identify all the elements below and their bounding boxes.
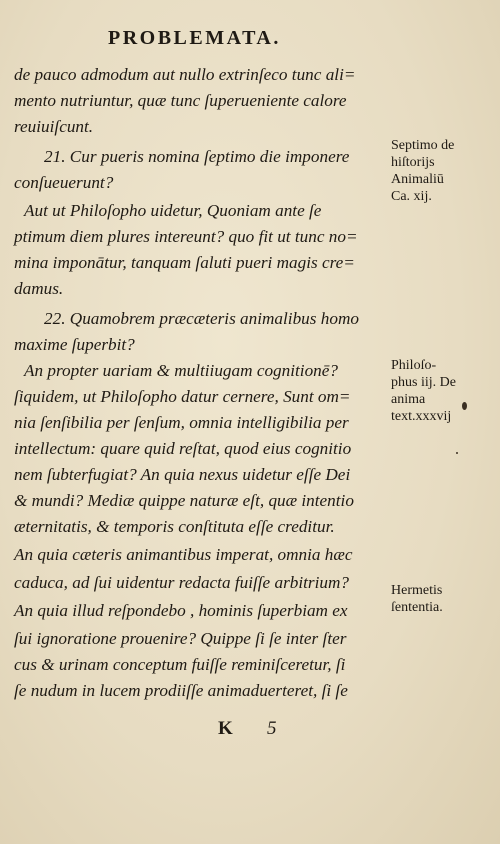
body-line: de pauco admodum aut nullo extrinſeco tunc ali= — [14, 65, 356, 84]
margin-note-septimo — [391, 137, 454, 205]
problem-21-question: 21. Cur pueris nomina ſeptimo die imponere — [44, 147, 350, 166]
margin-note-line: ſententia. — [391, 600, 443, 615]
problem-22-question: 22. Quamobrem præcæteris animalibus homo — [44, 309, 359, 328]
ink-blot — [462, 402, 467, 410]
body-line: ſe nudum in lucem prodiiſſe animaduerteret, ſi ſe — [14, 681, 348, 700]
body-line: ptimum diem plures intereunt? quo fit ut tunc no= — [14, 227, 358, 246]
running-title: PROBLEMATA. — [108, 27, 281, 49]
folio-number: 5 — [267, 718, 277, 739]
margin-note-line: text.xxxvij — [391, 409, 452, 424]
body-line: ſui ignoratione prouenire? Quippe ſi ſe inter ſter — [14, 629, 347, 648]
ink-speck — [456, 452, 458, 454]
body-line: An quia illud reſpondebo , hominis ſuperbiam ex — [14, 601, 348, 620]
body-line: mento nutriuntur, quæ tunc ſuperueniente calore — [14, 91, 347, 110]
margin-note-line: Hermetis — [391, 583, 443, 598]
margin-note-philosophus — [391, 357, 456, 425]
margin-note-line: Ca. xij. — [391, 189, 432, 204]
body-line: An quia cæteris animantibus imperat, omnia hæc — [14, 545, 353, 564]
body-line: mina imponātur, tanquam ſaluti pueri magis cre= — [14, 253, 355, 272]
body-line: nia ſenſibilia per ſenſum, omnia intelligibilia per — [14, 413, 349, 432]
body-line: nem ſubterfugiat? An quia nexus uidetur eſſe Dei — [14, 465, 351, 484]
body-line: reuiuiſcunt. — [14, 117, 94, 136]
margin-note-line: hiſtorijs — [391, 155, 435, 170]
margin-note-line: Animaliū — [391, 172, 444, 187]
body-line: & mundi? Mediæ quippe naturæ eſt, quæ intentio — [14, 491, 354, 510]
body-line: cus & urinam conceptum fuiſſe reminiſceretur, ſi — [14, 655, 346, 674]
body-line: maxime ſuperbit? — [14, 335, 135, 354]
signature-mark: K — [218, 718, 233, 739]
body-line: conſueuerunt? — [14, 173, 114, 192]
body-line: damus. — [14, 279, 64, 298]
margin-note-line: Philoſo- — [391, 358, 437, 373]
body-line: ſiquidem, ut Philoſopho datur cernere, Sunt om= — [14, 387, 351, 406]
margin-note-hermetis — [391, 582, 443, 616]
margin-note-line: phus iij. De — [391, 375, 456, 390]
body-line: An propter uariam & multiiugam cognitionē? — [24, 361, 338, 380]
margin-note-line: Septimo de — [391, 138, 455, 153]
body-line: æternitatis, & temporis conſtituta eſſe creditur. — [14, 517, 335, 536]
body-line: intellectum: quare quid reſtat, quod eius cognitio — [14, 439, 352, 458]
body-line: caduca, ad ſui uidentur redacta fuiſſe arbitrium? — [14, 573, 349, 592]
body-line: Aut ut Philoſopho uidetur, Quoniam ante ſe — [24, 201, 322, 220]
margin-note-line: anima — [391, 392, 426, 407]
